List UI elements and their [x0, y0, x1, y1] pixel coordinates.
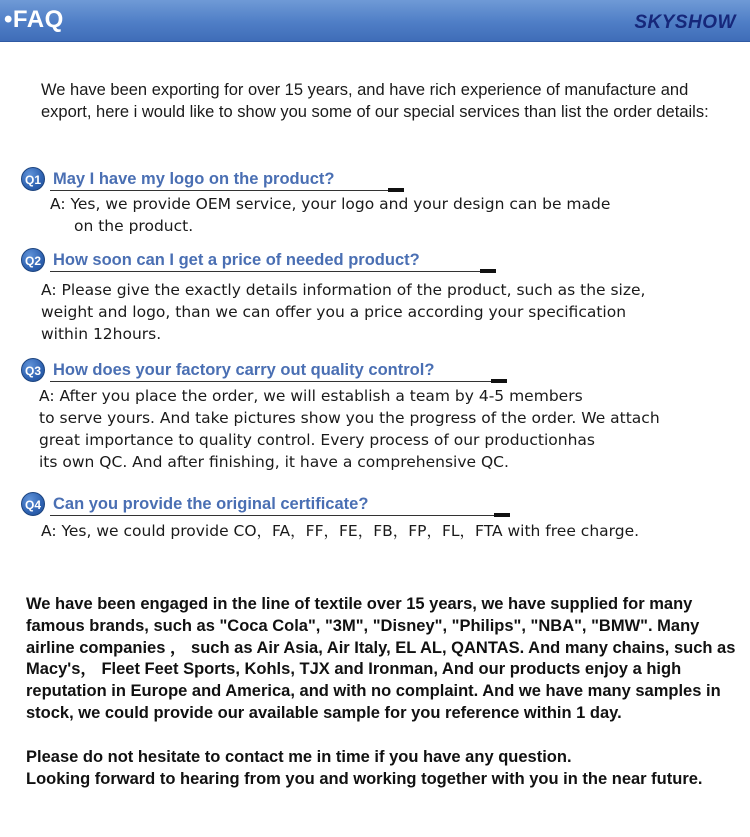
- q1-answer-line-1: A: Yes, we provide OEM service, your logo and your design can be made: [50, 195, 611, 213]
- q1-underline-end: [388, 188, 404, 192]
- paragraph-gap: [26, 725, 736, 747]
- q1-underline: [50, 190, 388, 191]
- q2-badge: Q2: [21, 248, 45, 272]
- faq-title: •FAQ: [4, 6, 64, 33]
- q1-badge: Q1: [21, 167, 45, 191]
- q2-answer-line-2: weight and logo, than we can offer you a price according your specification: [41, 303, 627, 321]
- q2-underline-end: [480, 269, 496, 273]
- closing-section: [26, 594, 736, 790]
- q4-underline: [50, 515, 494, 516]
- q3-question: How does your factory carry out quality control?: [53, 361, 435, 379]
- q1-answer-line-2: on the product.: [74, 217, 194, 235]
- closing-paragraph-2-line-1: Please do not hesitate to contact me in time if you have any question.: [26, 747, 572, 766]
- q3-badge: Q3: [21, 358, 45, 382]
- faq-header-bar: [0, 0, 750, 42]
- q4-answer-line-1: A: Yes, we could provide CO，FA，FF，FE，FB，FP，FL，FTA with free charge.: [41, 522, 640, 540]
- closing-paragraph-2-line-2: Looking forward to hearing from you and working together with you in the near future.: [26, 769, 703, 788]
- q2-answer-line-1: A: Please give the exactly details information of the product, such as the size,: [41, 281, 646, 299]
- q3-underline-end: [491, 379, 507, 383]
- q2-underline: [50, 271, 480, 272]
- brand-logo-text: SKYSHOW: [634, 12, 736, 33]
- q4-question: Can you provide the original certificate?: [53, 495, 369, 513]
- q3-answer-line-2: to serve yours. And take pictures show you the progress of the order. We attach: [39, 409, 660, 427]
- q4-badge: Q4: [21, 492, 45, 516]
- q3-answer-line-3: great importance to quality control. Every process of our productionhas: [39, 431, 595, 449]
- q2-answer-line-3: within 12hours.: [41, 325, 162, 343]
- q1-question: May I have my logo on the product?: [53, 170, 335, 188]
- intro-paragraph: We have been exporting for over 15 years, and have rich experience of manufacture and export, here i would like to show you some of our special services than list the order details:: [41, 81, 709, 121]
- q3-answer-line-1: A: After you place the order, we will establish a team by 4-5 members: [39, 387, 583, 405]
- q4-underline-end: [494, 513, 510, 517]
- closing-paragraph-1: We have been engaged in the line of textile over 15 years, we have supplied for many famous brands, such as "Coca Cola", "3M", "Disney", "Philips", "NBA", "BMW". Many airline companies ， such as Air Asia, Air Italy, EL AL, QANTAS. And many chains, such as Macy's， Fleet Feet Sports, Kohls, TJX and Ironman, And our products enjoy a high reputation in Europe and America, and with no complaint. And we have many samples in stock, we could provide our available sample for you reference within 1 day.: [26, 595, 736, 722]
- q2-question: How soon can I get a price of needed product?: [53, 251, 420, 269]
- q3-underline: [50, 381, 491, 382]
- q3-answer-line-4: its own QC. And after finishing, it have a comprehensive QC.: [39, 453, 509, 471]
